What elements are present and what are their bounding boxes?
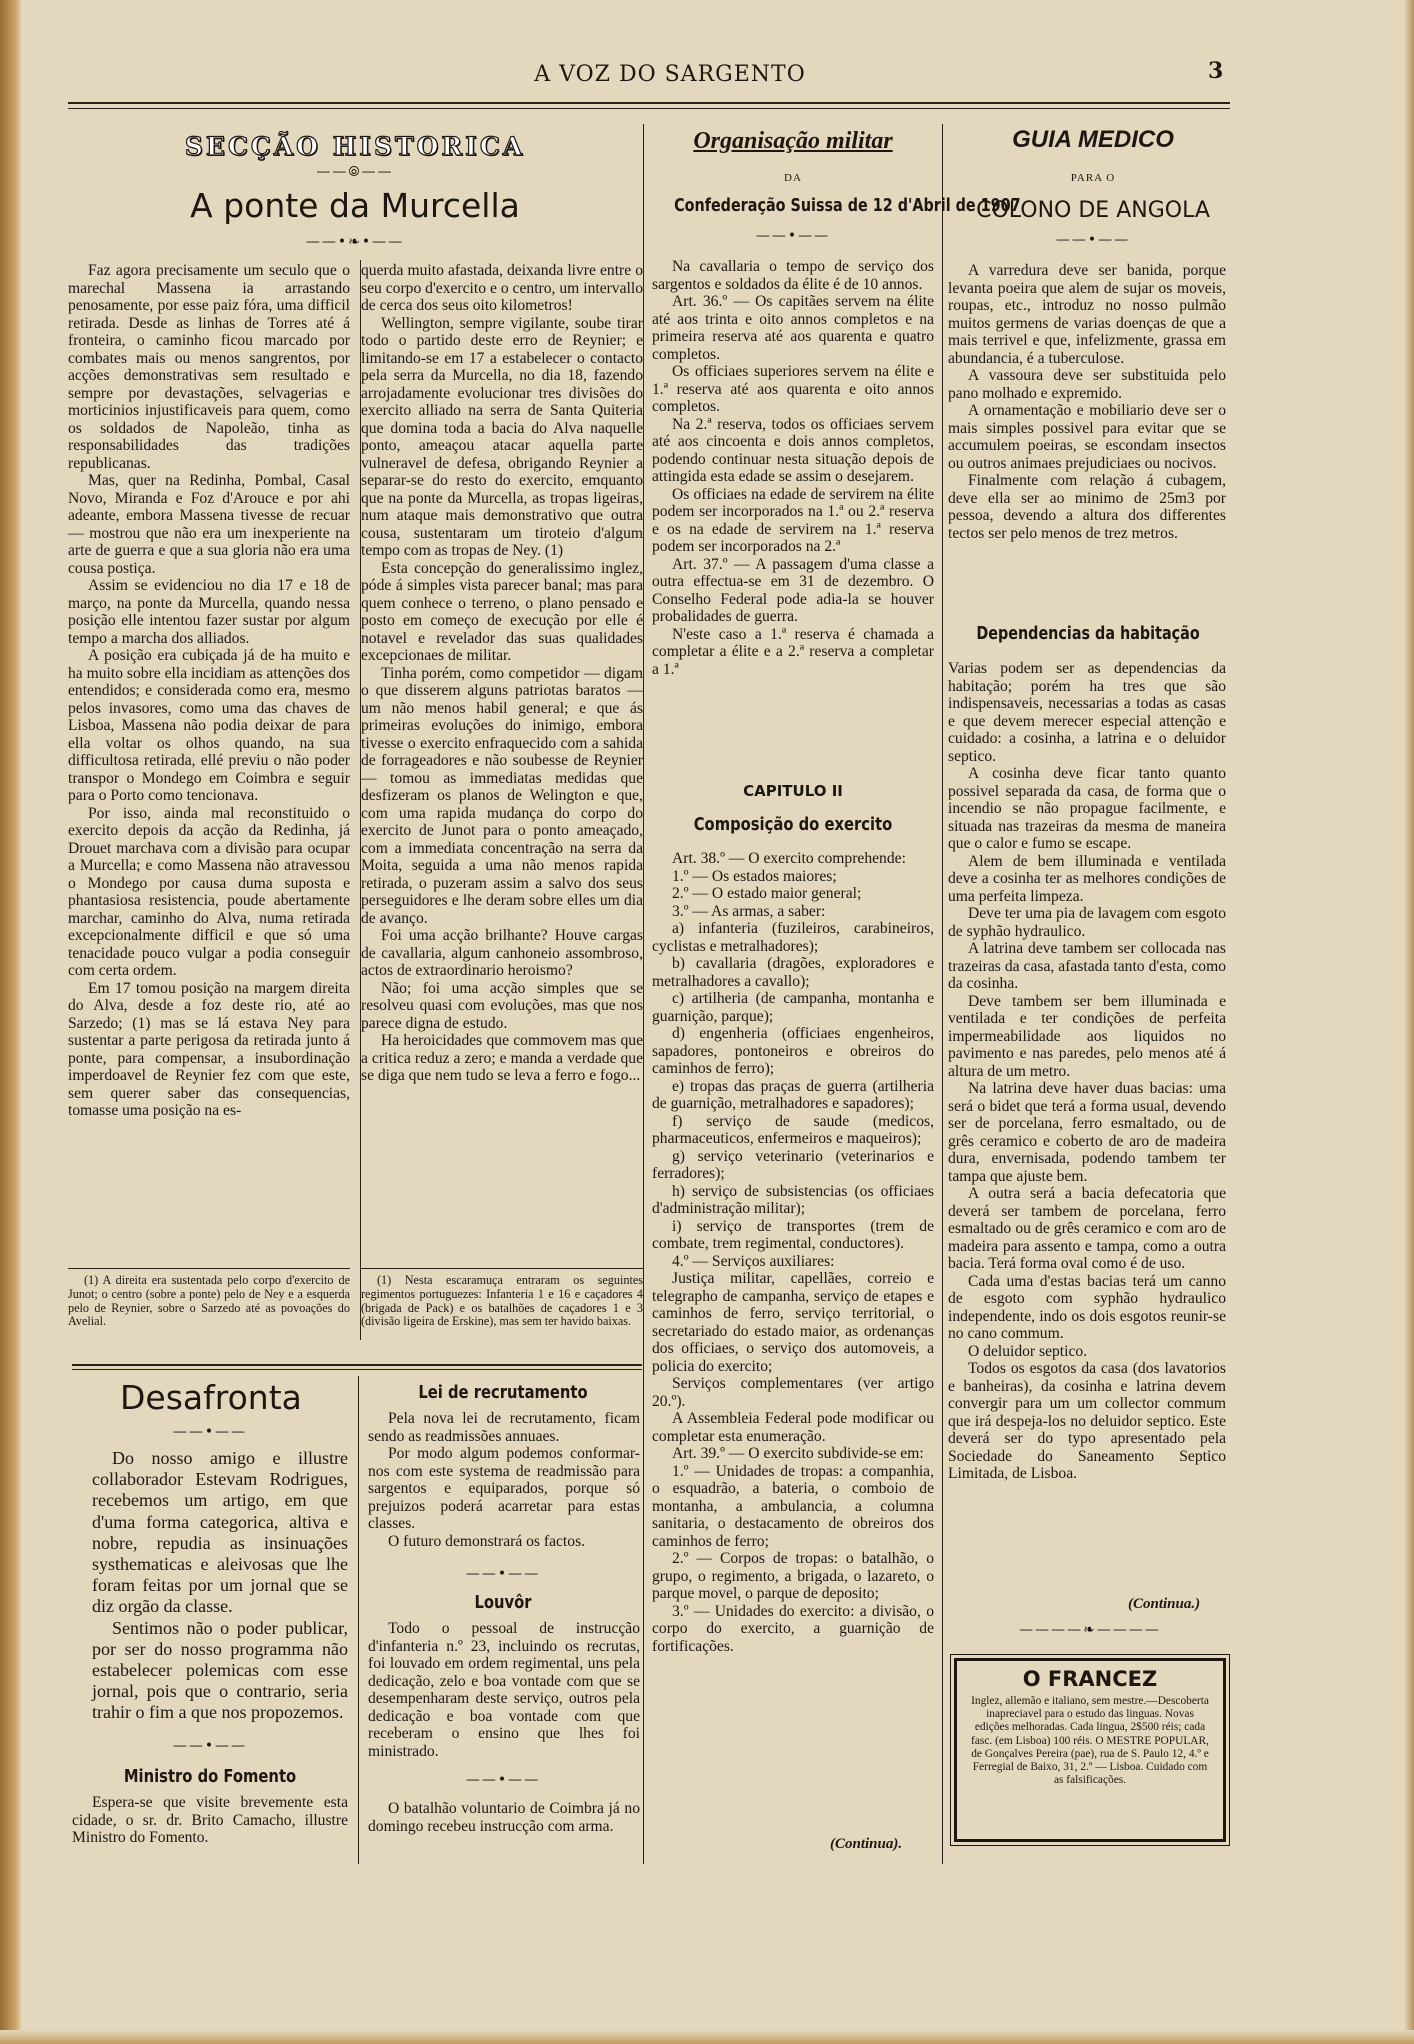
paragraph: Espera-se que visite brevemente esta cidade, o sr. dr. Brito Camacho, illustre Ministro do Fomento. xyxy=(72,1794,348,1846)
section-rule xyxy=(72,1364,642,1366)
louvor-title: Louvôr xyxy=(474,1592,532,1613)
article-title: A ponte da Murcella xyxy=(190,186,520,225)
ministro-title: Ministro do Fomento xyxy=(123,1766,297,1787)
paragraph: b) cavallaria (dragões, exploradores e metralhadores a cavallo); xyxy=(652,955,934,990)
footnote-rule xyxy=(68,1268,350,1269)
paragraph: querda muito afastada, deixanda livre entre o seu corpo d'exercito e o centro, um intervallo de cerca dos seus oito kilometros! xyxy=(361,262,643,314)
section-rule-thin xyxy=(72,1369,642,1370)
paragraph: A posição era cubiçada já de ha muito e ha muito sobre ella incidiam as attenções dos entendidos; e considerada como era, mesmo pelos invasores, como uma das chaves de Lisboa, Massena não podia deixar de para ella voltar os olhos quando, na sua difficultosa retirada, ellé previu o não poder transpor o Mondego em Coimbra e seguir para o Porto como tencionava. xyxy=(68,647,350,804)
paragraph: Pela nova lei de recrutamento, ficam sendo as readmissões annuaes. xyxy=(368,1410,640,1445)
paragraph: 3.º — As armas, a saber: xyxy=(672,902,826,920)
paragraph: Art. 37.º — A passagem d'uma classe a outra effectua-se em 31 de dezembro. O Conselho Federal pode adia-la se houver probalidades de guerra. xyxy=(652,555,934,625)
paragraph: Na latrina deve haver duas bacias: uma será o bidet que terá a forma usual, devendo ser de porcelana, ferro esmaltado, ou de grês ceramico e coberto de aro de madeira dura, envernisada, podendo tambem ter tampa que ajuste bem. xyxy=(948,1080,1226,1185)
organisacao-body-top xyxy=(652,258,934,678)
paragraph: Os officiaes superiores servem na élite e 1.ª reserva até aos quarenta e oito annos completos. xyxy=(652,363,934,415)
guia-subtitle: COLONO DE ANGOLA xyxy=(976,198,1210,223)
paragraph: Ha heroicidades que commovem mas que a critica reduz a zero; e manda a verdade que se diga que nem tudo se leva a ferro e fogo... xyxy=(361,1032,643,1084)
paragraph: A latrina deve tambem ser collocada nas trazeiras da casa, afastada tanto d'esta, como da cosinha. xyxy=(948,940,1226,992)
ornament-divider: ————❧———— xyxy=(1019,1622,1161,1638)
paragraph: Assim se evidenciou no dia 17 e 18 de março, na ponte da Murcella, quando nessa posição elle intentou fazer sustar por algum tempo a marcha dos alliados. xyxy=(68,577,350,647)
ornament-divider: ——•—— xyxy=(755,228,831,244)
paragraph: Todos os esgotos da casa (dos lavatorios e banheiras), da cosinha e latrina devem convergir para um um collector commum que irá despeja-los no deluidor septico. Este deverá ser do typo apresentado pela Sociedade do Saneamento Septico Limitada, de Lisboa. xyxy=(948,1360,1226,1482)
paragraph: Mas, quer na Redinha, Pombal, Casal Novo, Miranda e Foz d'Arouce e por ahi adeante, embora Massena tivesse de recuar — mostrou que não era um inexperiente na arte de guerra e que a sua gloria não era uma cousa postiça. xyxy=(68,472,350,577)
page-number: 3 xyxy=(1208,58,1224,84)
paragraph: A outra será a bacia defecatoria que deverá ser tambem de porcelana, ferro esmaltado ou de grês ceramico e com aro de madeira para assento e tampa, como a outra bacia. Terá forma oval como é de uso. xyxy=(948,1185,1226,1272)
paragraph: Na cavallaria o tempo de serviço dos sargentos e soldados da élite é de 10 annos. xyxy=(652,258,934,293)
paragraph: Alem de bem illuminada e ventilada deve a cosinha ter as melhores condições de uma perfeita limpeza. xyxy=(948,852,1226,905)
page-edge-bottom xyxy=(0,2030,1414,2044)
lei-body xyxy=(368,1410,640,1550)
paragraph: N'este caso a 1.ª reserva é chamada a completar a élite e a 2.ª reserva a completar a 1.ª xyxy=(652,625,934,678)
paragraph: Justiça militar, capellães, correio e telegrapho de campanha, serviço de etapes e caminhos de ferro, serviço territorial, o secretariado do estado maior, as ordenanças dos officiaes, o serviço dos automoveis, a policia do exercito; xyxy=(652,1270,934,1375)
section-heading: SECÇÃO HISTORICA xyxy=(184,132,526,161)
dependencias-heading: Dependencias da habitação xyxy=(976,624,1200,644)
column-rule xyxy=(942,124,943,1864)
organisacao-subtitle: Confederação Suissa de 12 d'Abril de 1907 xyxy=(674,196,1021,216)
paragraph: Foi uma acção brilhante? Houve cargas de cavallaria, algum canhoneio assombroso, actos de extraordinario heroismo? xyxy=(361,927,643,979)
paragraph: Por modo algum podemos conformar-nos com este systema de readmissão para sargentos e equiparados, porque só prejuizos poderá acarretar para estas classes. xyxy=(368,1445,640,1532)
louvor-body xyxy=(368,1620,640,1760)
ornament-divider: ——•—— xyxy=(465,1772,541,1788)
paragraph: h) serviço de subsistencias (os officiaes d'administração militar); xyxy=(652,1182,934,1217)
paragraph: Art. 36.º — Os capitães servem na élite até aos trinta e oito annos completos e na primeira reserva até aos quarenta e quatro completos. xyxy=(652,293,934,363)
paragraph: A cosinha deve ficar tanto quanto possivel separada da casa, de forma que o incendio se não propague facilmente, e situada nas trazeiras da mesma de maneira que o calor e fumo se escape. xyxy=(948,765,1226,852)
continua-label: (Continua.) xyxy=(1128,1596,1201,1612)
paragraph: Finalmente com relação á cubagem, deve ella ser ao minimo de 25m3 por pessoa, devendo a altura dos differentes tectos ser pelo menos de trez metros. xyxy=(948,472,1226,542)
paragraph: g) serviço veterinario (veterinarios e ferradores); xyxy=(652,1147,934,1182)
header-rule-thin xyxy=(68,108,1230,109)
guia-body-bottom xyxy=(948,660,1226,1483)
paragraph: Art. 38.º — O exercito comprehende: xyxy=(672,850,906,867)
paragraph: Do nosso amigo e illustre collaborador Estevam Rodrigues, recebemos um artigo, em que d'uma forma categorica, altiva e nobre, repudia as insinuações systhematicas e aleivosas que lhe foram feitas por um jornal que se diz orgão da classe. xyxy=(92,1448,348,1617)
paragraph: Os officiaes na edade de servirem na élite podem ser incorporados na 1.ª ou 2.ª reserva e os na edade de servirem na 1.ª reserva podem ser incorporados na 2.ª xyxy=(652,485,934,555)
ad-title: O FRANCEZ xyxy=(1022,1667,1158,1691)
column-rule xyxy=(358,1376,359,1864)
paragraph: Em 17 tomou posição na margem direita do Alva, desde a foz deste rio, até ao Sarzedo; (1) mas se lá estava Ney para sustentar a parte perigosa da retirada junto á ponte, para compensar, a insubordinação imperdoavel de Reynier fez com que este, sem querer saber das consequencias, tomasse uma posição na es- xyxy=(68,979,350,1119)
column-rule xyxy=(643,124,644,1864)
paragraph: Por isso, ainda mal reconstituido o exercito depois da acção da Redinha, já Drouet marchava com a divisão para ocupar a Murcella; e como Massena não atravessou o Mondego por causa duma suposta e phantasiosa resistencia, poude abertamente marchar, caminho do Alva, numa retirada excepcionalmente difficil e que só uma tenacidade pouco vulgar a podia conseguir com certa ordem. xyxy=(68,804,350,979)
guia-body-top xyxy=(948,262,1226,542)
paragraph: 3.º — Unidades do exercito: a divisão, o corpo do exercito, a guarnição de fortificações. xyxy=(652,1602,934,1655)
paragraph: Na 2.ª reserva, todos os officiaes servem até aos cincoenta e dois annos completos, podendo continuar nesta situação depois de attingida esta edade se assim o desejarem. xyxy=(652,415,934,485)
continua-label: (Continua). xyxy=(830,1836,903,1852)
paragraph: 4.º — Serviços auxiliares: xyxy=(672,1252,835,1270)
footnote-text: (1) A direita era sustentada pelo corpo d'exercito de Junot; o centro (sobre a ponte) pelo de Ney e a esquerda pelo de Reynier, sobre o Sarzedo até as povoações do Avelial. xyxy=(68,1273,350,1329)
paragraph: Sentimos não o poder publicar, por ser do nosso programma não estabelecer polemicas com esse jornal, pois que o contrario, seria trahir o fim a que nos propozemos. xyxy=(92,1617,348,1723)
paragraph: 1.º — Os estados maiores; xyxy=(672,867,837,885)
organisacao-body-bottom xyxy=(652,850,934,1655)
ornament-divider: ——•—— xyxy=(465,1566,541,1582)
paragraph: 1.º — Unidades de tropas: a companhia, o esquadrão, a bateria, o comboio de montanha, a ambulancia, a columna sanitaria, o destacamento de obreiros dos caminhos de ferro; xyxy=(652,1462,934,1550)
advertisement-box xyxy=(954,1658,1226,1842)
ornament-divider: ——•—— xyxy=(1055,232,1131,248)
running-header-title: A VOZ DO SARGENTO xyxy=(534,62,806,87)
lei-title: Lei de recrutamento xyxy=(418,1382,588,1403)
composicao-heading: Composição do exercito xyxy=(693,814,893,835)
article-col1 xyxy=(68,262,350,1120)
paragraph: c) artilheria (de campanha, montanha e guarnição, parque); xyxy=(652,990,934,1025)
paragraph: Todo o pessoal de instrucção d'infanteria n.º 23, incluindo os recrutas, foi louvado em ordem regimental, uns pela dedicação, zelo e boa vontade com que se desempenharam deste serviço, outros pela dedicação e boa vontade com que receberam o ensino que lhes foi ministrado. xyxy=(368,1620,640,1760)
paragraph: A ornamentação e mobiliario deve ser o mais simples possivel para evitar que se accumulem poeiras, se escondam insectos ou outros animaes prejudiciaes ou nocivos. xyxy=(948,402,1226,472)
paragraph: Wellington, sempre vigilante, soube tirar todo o partido deste erro de Reynier; e limitando-se em 17 a estabelecer o contacto pela serra da Murcella, no dia 18, fazendo arrojadamente evolucionar tres divisões do exercito alliado na serra de Santa Quiteria que domina toda a bacia do Alva naquelle ponto, ameaçou atacar aquella parte vulneravel de defesa, obrigando Reynier a separar-se do resto do exercito, emquanto que na ponte da Murcella, as tropas ligeiras, num ataque mais demonstrativo que outra cousa, sustentaram um tiroteio d'algum tempo com as tropas de Ney. (1) xyxy=(361,314,643,559)
paragraph: Serviços complementares (ver artigo 20.º). xyxy=(652,1375,934,1410)
page-edge xyxy=(1404,0,1414,2044)
footnote-rule xyxy=(361,1268,643,1269)
guia-title: GUIA MEDICO xyxy=(1012,126,1174,153)
footnote-text: (1) Nesta escaramuça entraram os seguintes regimentos portuguezes: Infanteria 1 e 16 e caçadores 4 (brigada de Pack) e os batalhões de caçadores 1 e 3 (divisão ligeira de Erskine), mas sem ter havido baixas. xyxy=(361,1273,643,1329)
paragraph: Tinha porém, como competidor — digam o que disserem alguns patriotas baratos — um não menos habil general; e que ás primeiras evoluções do inimigo, embora tivesse o exercito enfraquecido com a sahida de forrageadores e não soubesse de Reynier — tomou as immediatas medidas que desfizeram os planos de Welington e que, com uma rapida mudança do corpo do exercito de Junot para o ponto ameaçado, com a immediata concentração na serra da Moita, seguida a uma não menos rapida retirada, o puzeram assim a salvo dos seus perseguidores e lhe deram sobre elles um dia de avanço. xyxy=(361,664,643,927)
ornament-divider: ——•❧•—— xyxy=(305,234,405,250)
capitulo-heading: CAPITULO II xyxy=(743,782,843,800)
paragraph: 2.º — O estado maior general; xyxy=(672,885,862,902)
paragraph: e) tropas das praças de guerra (artilheria de guarnição, metralhadores e sapadores); xyxy=(652,1077,934,1112)
header-rule xyxy=(68,102,1230,104)
article-col2 xyxy=(361,262,643,1085)
paragraph: Não; foi uma acção simples que se resolveu quasi com evoluções, mas que nos parece digna de estudo. xyxy=(361,979,643,1032)
paragraph: A Assembleia Federal pode modificar ou completar esta enumeração. xyxy=(652,1410,934,1445)
paragraph: a) infanteria (fuzileiros, carabineiros, cyclistas e metralhadores); xyxy=(652,920,934,955)
ornament-divider: ——•—— xyxy=(172,1738,248,1754)
footnote-col2 xyxy=(361,1274,643,1329)
paragraph: Esta concepção do generalissimo inglez, póde á simples vista parecer banal; mas para quem conhece o terreno, o plano pensado e posto em começo de execução por elle é notavel e revelador das suas qualidades excepcionaes de militar. xyxy=(361,559,643,664)
paragraph: O deluidor septico. xyxy=(968,1342,1088,1360)
paragraph: Deve tambem ser bem illuminada e ventilada e ter condições de perfeita impermeabilidade aos liquidos no pavimento e nas paredes, pelo menos até á altura de um metro. xyxy=(948,992,1226,1080)
batalhao-body xyxy=(368,1800,640,1835)
binding-spine xyxy=(0,0,22,2044)
ministro-body xyxy=(72,1794,348,1847)
paragraph: O futuro demonstrará os factos. xyxy=(388,1532,586,1550)
paragraph: Cada uma d'estas bacias terá um canno de esgoto com syphão hydraulico independente, indo os dois esgotos reunir-se no cano commum. xyxy=(948,1272,1226,1342)
paragraph: 2.º — Corpos de tropas: o batalhão, o grupo, o regimento, a brigada, o lazareto, o parque movel, o parque de deposito; xyxy=(652,1550,934,1602)
paragraph: Varias podem ser as dependencias da habitação; porém ha tres que são indispensaveis, necessarias a todas as casas e que devem merecer especial attenção e cuidado: a cosinha, a latrina e o deluidor septico. xyxy=(948,660,1226,765)
ad-text xyxy=(969,1695,1211,1787)
guia-para: PARA O xyxy=(1070,172,1116,184)
paragraph: A vassoura deve ser substituida pelo pano molhado e expremido. xyxy=(948,367,1226,402)
organisacao-da: DA xyxy=(784,172,802,184)
desafronta-title: Desafronta xyxy=(120,1378,302,1417)
paragraph: Faz agora precisamente um seculo que o marechal Massena ia arrastando penosamente, por esse paiz fóra, uma difficil retirada. Desde as linhas de Torres até á fronteira, o caminho ficou marcado por combates mais ou menos sangrentos, por acções demonstrativas sem resultado e sempre por devastações, selvagerias e morticinios injustificaveis para quem, como os soldados de Napoleão, tinha as responsabilidades das tradições republicanas. xyxy=(68,262,350,472)
paragraph: d) engenheria (officiaes engenheiros, sapadores, pontoneiros e obreiros do caminhos de ferro); xyxy=(652,1025,934,1077)
ad-text-content: Inglez, allemão e italiano, sem mestre.—Descoberta inapreciavel para o estudo das linguas. Novas edições melhoradas. Cada lingua, 2$500 réis; cada fasc. (em Lisboa) 100 réis. O MESTRE POPULAR, de Gonçalves Pereira (pae), rua de S. Paulo 12, 4.º e Ferregial de Baixo, 31, 2.º — Lisboa. Cuidado com as falsificações. xyxy=(971,1695,1209,1787)
paragraph: i) serviço de transportes (trem de combate, trem regimental, conductores). xyxy=(652,1217,934,1252)
organisacao-title: Organisação militar xyxy=(693,128,893,154)
ornament-divider: ——⦾—— xyxy=(316,164,394,180)
paragraph: O batalhão voluntario de Coimbra já no domingo recebeu instrucção com arma. xyxy=(368,1800,640,1835)
paragraph: Art. 39.º — O exercito subdivide-se em: xyxy=(672,1445,924,1462)
footnote-col1 xyxy=(68,1274,350,1329)
paragraph: Deve ter uma pia de lavagem com esgoto de syphão hydraulico. xyxy=(948,905,1226,940)
paragraph: f) serviço de saude (medicos, pharmaceuticos, enfermeiros e maqueiros); xyxy=(652,1112,934,1147)
paragraph: A varredura deve ser banida, porque levanta poeira que alem de sujar os moveis, roupas, etc., introduz no nosso pulmão muitos germens de varias doenças de que a mais terrivel e que, infelizmente, grassa em abundancia, é a tuberculose. xyxy=(948,262,1226,367)
desafronta-body xyxy=(92,1448,348,1724)
ornament-divider: ——•—— xyxy=(172,1424,248,1440)
